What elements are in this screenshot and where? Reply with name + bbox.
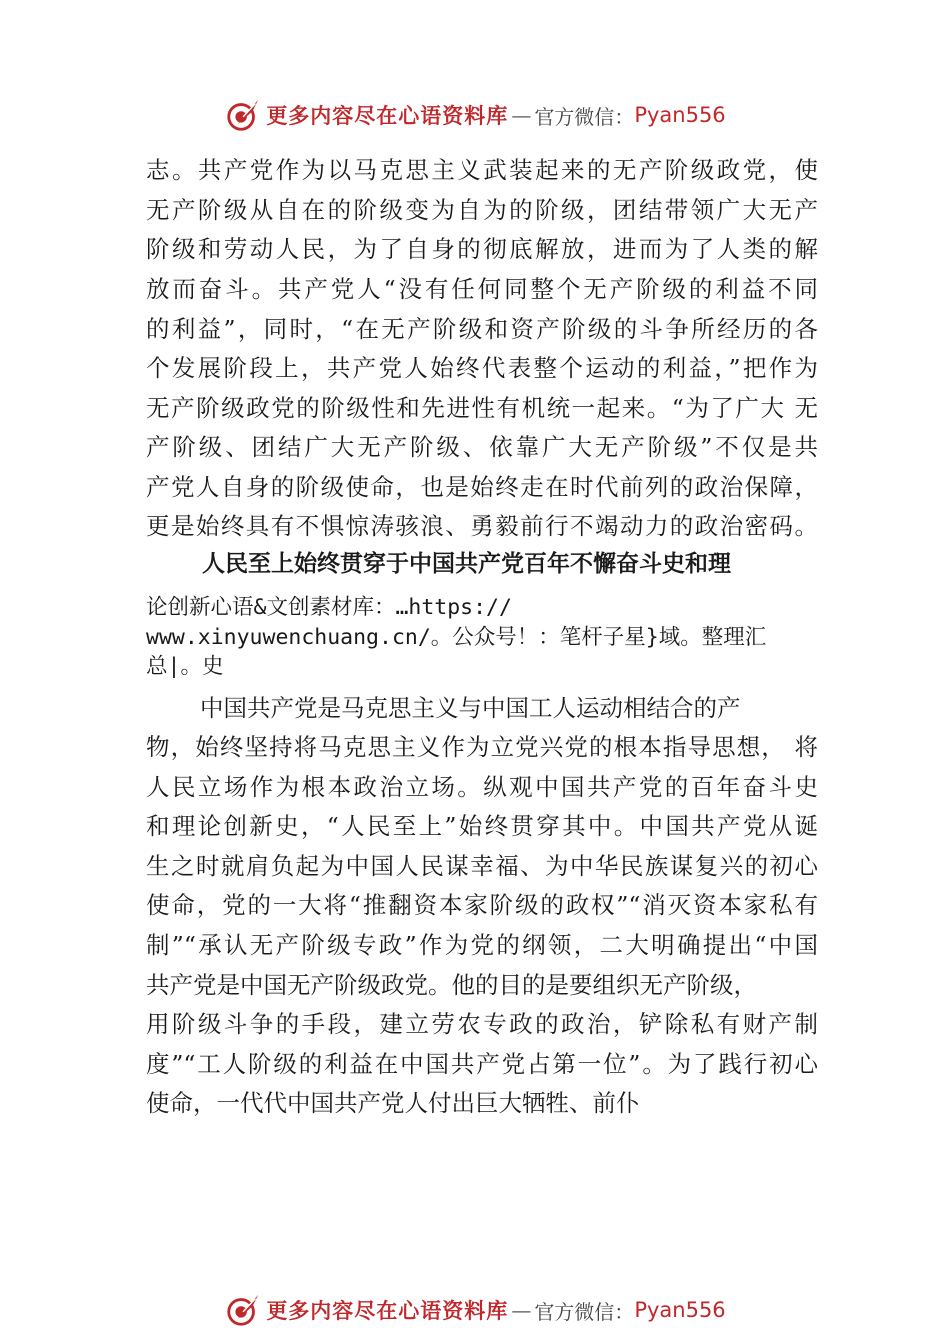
section-heading: 人民至上始终贯穿于中国共产党百年不懈奋斗史和理 [202, 551, 731, 577]
paragraph-line: 人民立场作为根本政治立场。纵观中国共产党的百年奋斗史 [146, 773, 818, 801]
watermark-line: 总|。史 [146, 654, 224, 679]
banner-wechat-handle: Pyan556 [634, 1298, 726, 1322]
watermark-line: www.xinyuwenchuang.cn/。公众号！：笔杆子星}域。整理汇 [146, 625, 767, 650]
paragraph-line: 使命，党的一大将“推翻资本家阶级的政权”“消灭资本家私有 [146, 891, 818, 919]
paragraph-line: 更是始终具有不惧惊涛骇浪、勇毅前行不竭动力的政治密码。 [146, 512, 818, 540]
paragraph-line: 和理论创新史，“人民至上”始终贯穿其中。中国共产党从诞 [146, 812, 818, 840]
paragraph-line: 物，始终坚持将马克思主义作为立党兴党的根本指导思想， 将 [146, 733, 818, 761]
paragraph-line: 产阶级、团结广大无产阶级、依靠广大无产阶级”不仅是共 [146, 433, 818, 461]
watermark-line: 论创新心语&文创素材库：…https:// [146, 595, 512, 620]
footer-banner [0, 1290, 950, 1330]
header-banner [0, 95, 950, 135]
paragraph-line: 产党人自身的阶级使命，也是始终走在时代前列的政治保障， [146, 473, 818, 501]
banner-dash: — [511, 1298, 532, 1322]
banner-brand-text: 更多内容尽在心语资料库 [266, 1298, 509, 1323]
paragraph-line: 个发展阶段上，共产党人始终代表整个运动的利益，”把作为 [146, 354, 818, 382]
banner-wechat-handle: Pyan556 [634, 103, 726, 127]
paragraph-line: 制”“承认无产阶级专政”作为党的纲领，二大明确提出“中国 [146, 931, 818, 959]
banner-wechat-label: 官方微信： [534, 104, 635, 129]
paragraph-line: 度”“工人阶级的利益在中国共产党占第一位”。为了践行初心 [146, 1050, 818, 1078]
quill-pen-logo-icon [224, 1291, 262, 1329]
paragraph-line: 无产阶级从自在的阶级变为自为的阶级，团结带领广大无产 [146, 196, 818, 224]
paragraph-line: 使命，一代代中国共产党人付出巨大牺牲、前仆 [146, 1089, 640, 1117]
paragraph-line: 的利益”，同时，“在无产阶级和资产阶级的斗争所经历的各 [146, 315, 818, 343]
banner-brand-text: 更多内容尽在心语资料库 [266, 103, 509, 128]
paragraph-line: 生之时就肩负起为中国人民谋幸福、为中华民族谋复兴的初心 [146, 852, 818, 880]
paragraph-line: 阶级和劳动人民，为了自身的彻底解放，进而为了人类的解 [146, 235, 818, 263]
banner-dash: — [511, 103, 532, 127]
paragraph-line: 志。共产党作为以马克思主义武装起来的无产阶级政党，使 [146, 156, 818, 184]
quill-pen-logo-icon [224, 96, 262, 134]
paragraph-line: 共产党是中国无产阶级政党。他的目的是要组织无产阶级， [146, 971, 757, 999]
paragraph-line: 中国共产党是马克思主义与中国工人运动相结合的产 [200, 694, 741, 722]
paragraph-line: 放而奋斗。共产党人“没有任何同整个无产阶级的利益不同 [146, 275, 818, 303]
paragraph-line: 用阶级斗争的手段，建立劳农专政的政治，铲除私有财产制 [146, 1010, 818, 1038]
banner-wechat-label: 官方微信： [534, 1299, 635, 1324]
paragraph-line: 无产阶级政党的阶级性和先进性有机统一起来。“为了广大 无 [146, 394, 818, 422]
